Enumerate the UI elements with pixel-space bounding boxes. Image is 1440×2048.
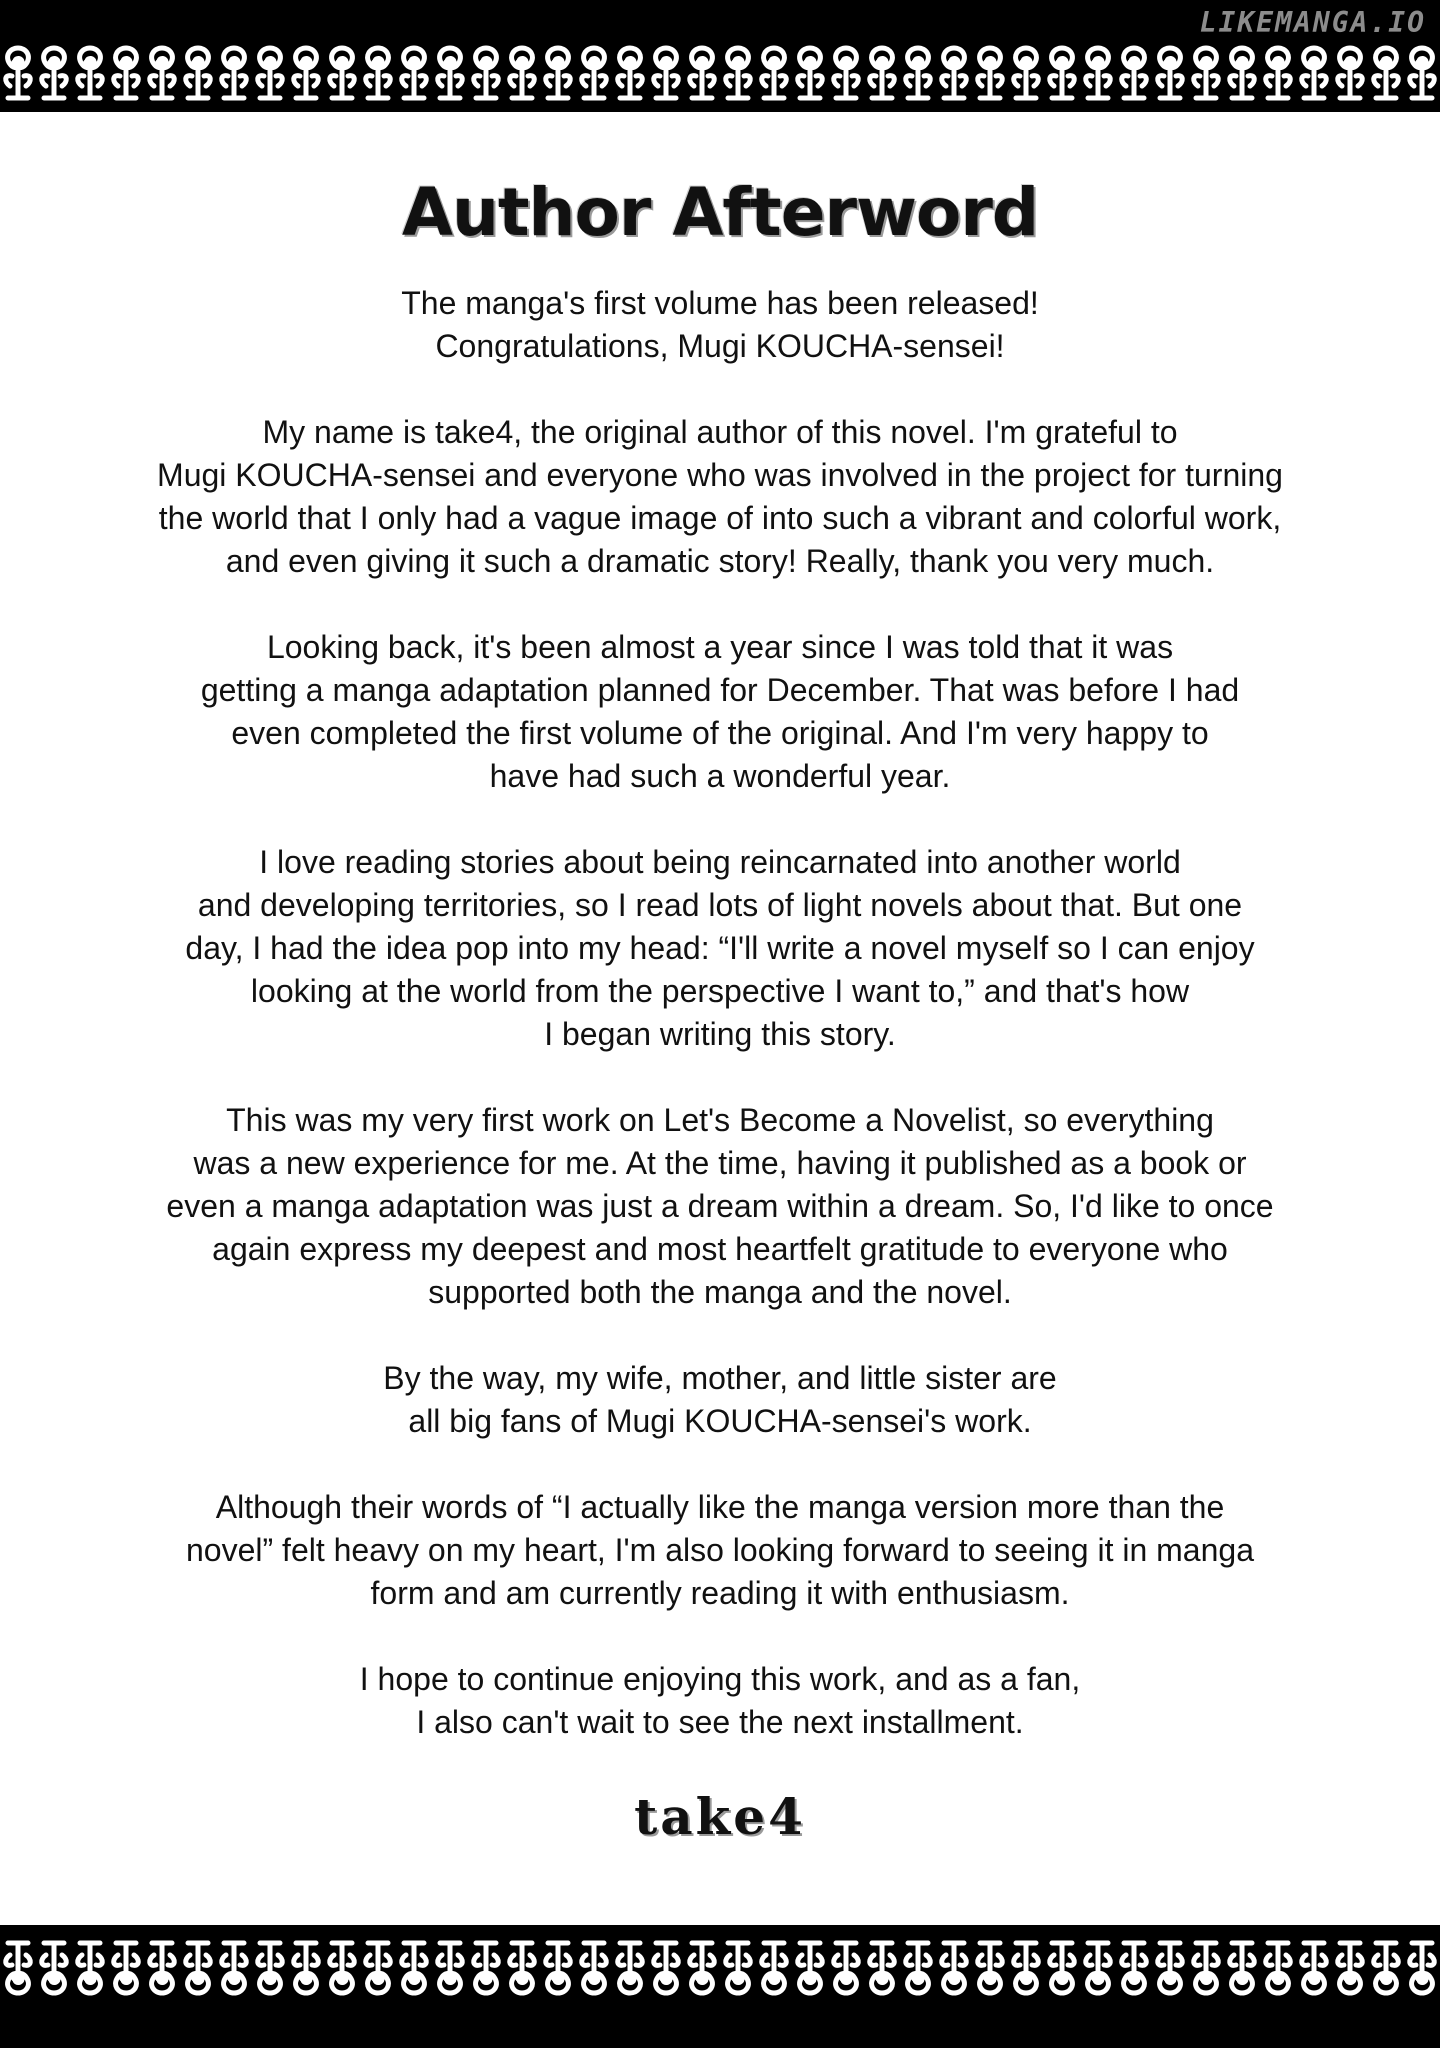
paragraph-line: I hope to continue enjoying this work, and as a fan, (359, 1661, 1081, 1697)
paragraph-line: getting a manga adaptation planned for December. That was before I had (200, 672, 1240, 708)
paragraph-line: have had such a wonderful year. (489, 758, 951, 794)
paragraph-line: looking at the world from the perspective I want to,” and that's how (250, 973, 1190, 1009)
ornament-border-icon (0, 42, 1440, 106)
paragraph-line: supported both the manga and the novel. (428, 1274, 1012, 1310)
paragraph-line: This was my very first work on Let's Become a Novelist, so everything (226, 1102, 1214, 1138)
paragraph-line: The manga's first volume has been released! (401, 285, 1039, 321)
paragraph-line: I began writing this story. (544, 1016, 896, 1052)
paragraph-line: Mugi KOUCHA-sensei and everyone who was involved in the project for turning (157, 457, 1283, 493)
paragraph-line: I love reading stories about being reincarnated into another world (259, 844, 1181, 880)
paragraph (120, 1357, 1320, 1443)
paragraph-line: day, I had the idea pop into my head: “I'll write a novel myself so I can enjoy (185, 930, 1255, 966)
paragraph-line: even completed the first volume of the original. And I'm very happy to (231, 715, 1209, 751)
paragraph (120, 411, 1320, 583)
paragraph-line: I also can't wait to see the next installment. (416, 1704, 1024, 1740)
paragraph (120, 841, 1320, 1056)
footer-band (0, 1925, 1440, 2048)
header-band (0, 0, 1440, 112)
paragraph (120, 626, 1320, 798)
paragraph-line: even a manga adaptation was just a dream within a dream. So, I'd like to once (166, 1188, 1274, 1224)
paragraph-line: novel” felt heavy on my heart, I'm also looking forward to seeing it in manga (186, 1532, 1254, 1568)
paragraph (120, 1658, 1320, 1744)
paragraph-line: By the way, my wife, mother, and little sister are (383, 1360, 1057, 1396)
ornament-border-icon (0, 1935, 1440, 1999)
paragraph-line: Congratulations, Mugi KOUCHA-sensei! (435, 328, 1005, 364)
paragraph (120, 1486, 1320, 1615)
paragraph (120, 1099, 1320, 1314)
page-title: Author Afterword (401, 174, 1039, 251)
paragraph (120, 282, 1320, 368)
paragraph-line: form and am currently reading it with enthusiasm. (370, 1575, 1070, 1611)
paragraph-line: again express my deepest and most heartfelt gratitude to everyone who (212, 1231, 1228, 1267)
author-signature: take4 (634, 1787, 806, 1846)
paragraph-line: was a new experience for me. At the time, having it published as a book or (193, 1145, 1247, 1181)
paragraph-line: My name is take4, the original author of this novel. I'm grateful to (262, 414, 1178, 450)
paragraph-list (120, 282, 1320, 1744)
paragraph-line: and developing territories, so I read lots of light novels about that. But one (197, 887, 1243, 923)
paragraph-line: the world that I only had a vague image of into such a vibrant and colorful work, (158, 500, 1282, 536)
afterword-body (120, 168, 1320, 1846)
paragraph-line: Looking back, it's been almost a year since I was told that it was (266, 629, 1174, 665)
paragraph-line: all big fans of Mugi KOUCHA-sensei's work. (408, 1403, 1032, 1439)
site-watermark: LIKEMANGA.IO (1199, 6, 1426, 39)
paragraph-line: and even giving it such a dramatic story! Really, thank you very much. (225, 543, 1215, 579)
paragraph-line: Although their words of “I actually like the manga version more than the (215, 1489, 1225, 1525)
